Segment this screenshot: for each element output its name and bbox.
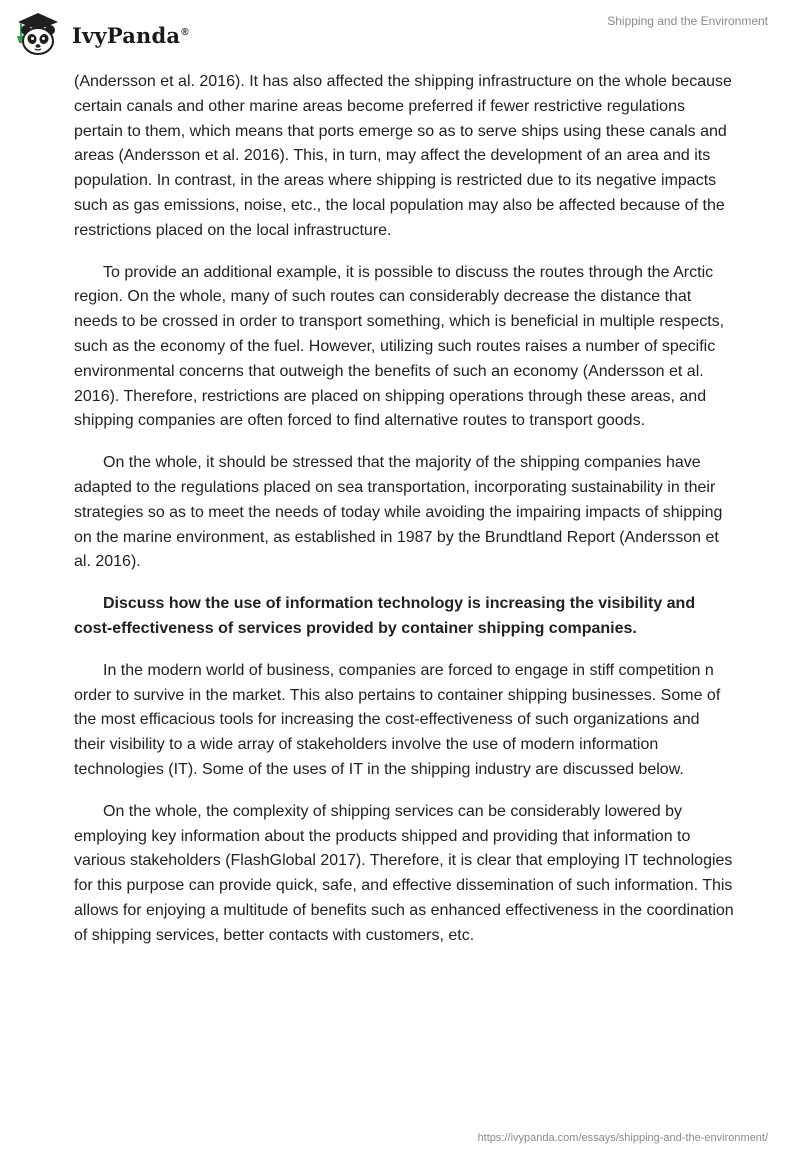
essay-body [74, 70, 734, 966]
paragraph-4: In the modern world of business, companies are forced to engage in stiff competition n order to survive in the market. This also pertains to container shipping businesses. Some of the most efficacious tools for increasing the cost-effectiveness of such organizations and their visibility to a wide array of stakeholders involve the use of modern information technologies (IT). Some of the uses of IT in the shipping industry are discussed below. [74, 661, 721, 778]
paragraph-5: On the whole, the complexity of shipping services can be considerably lowered by employing key information about the products shipped and providing that information to various stakeholders (FlashGlobal 2017). Therefore, it is clear that employing IT technologies for this purpose can provide quick, safe, and effective dissemination of such information. This allows for enjoying a multitude of benefits such as enhanced effectiveness in the coordination of shipping services, better contacts with customers, etc. [74, 802, 734, 944]
paragraph-2: To provide an additional example, it is possible to discuss the routes through the Arctic region. On the whole, many of such routes can considerably decrease the distance that needs to be crossed in order to transport something, which is beneficial in multiple respects, such as the economy of the fuel. However, utilizing such routes raises a number of specific environmental concerns that outweigh the benefits of such an economy (Andersson et al. 2016). Therefore, restrictions are placed on shipping operations through these areas, and shipping companies are often forced to find alternative routes to transport goods. [74, 263, 725, 430]
logo-text: IvyPanda® [72, 22, 189, 48]
registered-mark: ® [181, 26, 189, 38]
paragraph-3: On the whole, it should be stressed that the majority of the shipping companies have adapted to the regulations placed on sea transportation, incorporating sustainability in their strategies so as to meet the needs of today while avoiding the impairing impacts of shipping on the marine environment, as established in 1987 by the Brundtland Report (Andersson et al. 2016). [74, 454, 723, 571]
ivypanda-logo[interactable] [12, 10, 189, 58]
paragraph-1: (Andersson et al. 2016). It has also affected the shipping infrastructure on the whole because certain canals and other marine areas become preferred if fewer restrictive regulations pertain to them, which means that ports emerge so as to serve ships using these canals and areas (Andersson et al. 2016). This, in turn, may affect the development of an area and its population. In contrast, in the areas where shipping is restricted due to its negative impacts such as gas emissions, noise, etc., the local population may also be affected because of the restrictions placed on the local infrastructure. [74, 73, 732, 239]
panda-graduate-icon [12, 10, 64, 58]
page-header [0, 0, 800, 66]
section-heading: Discuss how the use of information technology is increasing the visibility and cost-effectiveness of services provided by container shipping companies. [74, 595, 696, 637]
source-url[interactable]: https://ivypanda.com/essays/shipping-and-the-environment/ [477, 1132, 768, 1144]
document-title: Shipping and the Environment [607, 14, 768, 28]
